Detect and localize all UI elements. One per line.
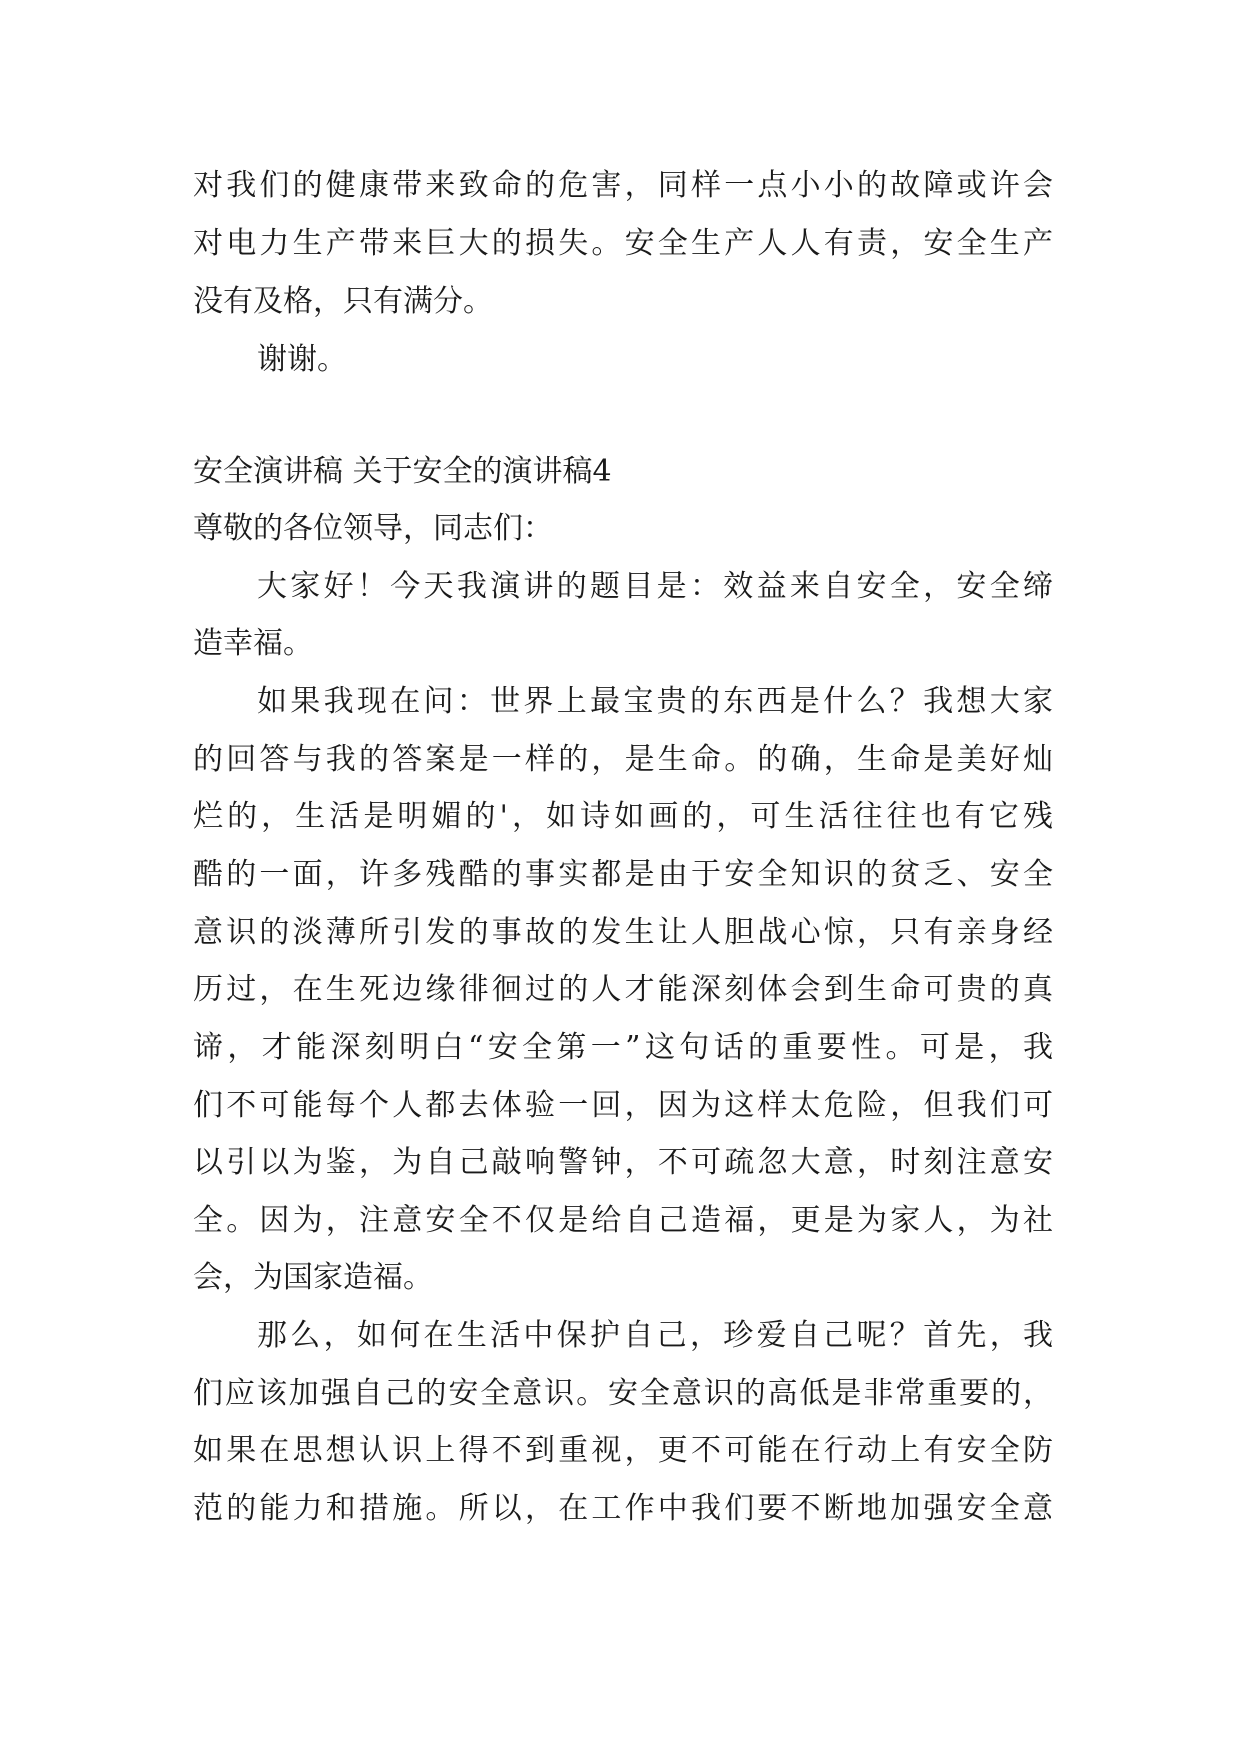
text-line: 大家好！今天我演讲的题目是：效益来自安全，安全缔	[257, 569, 1053, 604]
text-line: 酷的一面，许多残酷的事实都是由于安全知识的贫乏、安全	[193, 857, 1053, 892]
text-line: 会，为国家造福。	[193, 1260, 433, 1295]
text-line: 没有及格，只有满分。	[193, 284, 493, 319]
text-line: 以引以为鉴，为自己敲响警钟，不可疏忽大意，时刻注意安	[193, 1145, 1053, 1180]
text-line: 谛，才能深刻明白“安全第一”这句话的重要性。可是，我	[193, 1030, 1053, 1065]
text-line: 意识的淡薄所引发的事故的发生让人胆战心惊，只有亲身经	[193, 915, 1053, 950]
salutation: 尊敬的各位领导，同志们：	[193, 511, 553, 546]
text-line: 范的能力和措施。所以，在工作中我们要不断地加强安全意	[193, 1491, 1053, 1526]
text-line: 历过，在生死边缘徘徊过的人才能深刻体会到生命可贵的真	[193, 972, 1053, 1007]
closing-line: 谢谢。	[257, 342, 347, 377]
text-line: 烂的，生活是明媚的'，如诗如画的，可生活往往也有它残	[193, 799, 1053, 834]
text-line: 如果在思想认识上得不到重视，更不可能在行动上有安全防	[193, 1433, 1053, 1468]
text-line: 的回答与我的答案是一样的，是生命。的确，生命是美好灿	[193, 742, 1053, 777]
text-line: 造幸福。	[193, 626, 313, 661]
text-line: 全。因为，注意安全不仅是给自己造福，更是为家人，为社	[193, 1203, 1053, 1238]
section-title: 安全演讲稿 关于安全的演讲稿4	[193, 454, 612, 489]
text-line: 对我们的健康带来致命的危害，同样一点小小的故障或许会	[193, 168, 1053, 203]
text-line: 们不可能每个人都去体验一回，因为这样太危险，但我们可	[193, 1088, 1053, 1123]
text-line: 如果我现在问：世界上最宝贵的东西是什么？我想大家	[257, 684, 1053, 719]
text-line: 们应该加强自己的安全意识。安全意识的高低是非常重要的，	[193, 1376, 1053, 1411]
text-line: 那么，如何在生活中保护自己，珍爱自己呢？首先，我	[257, 1318, 1053, 1353]
text-line: 对电力生产带来巨大的损失。安全生产人人有责，安全生产	[193, 226, 1053, 261]
